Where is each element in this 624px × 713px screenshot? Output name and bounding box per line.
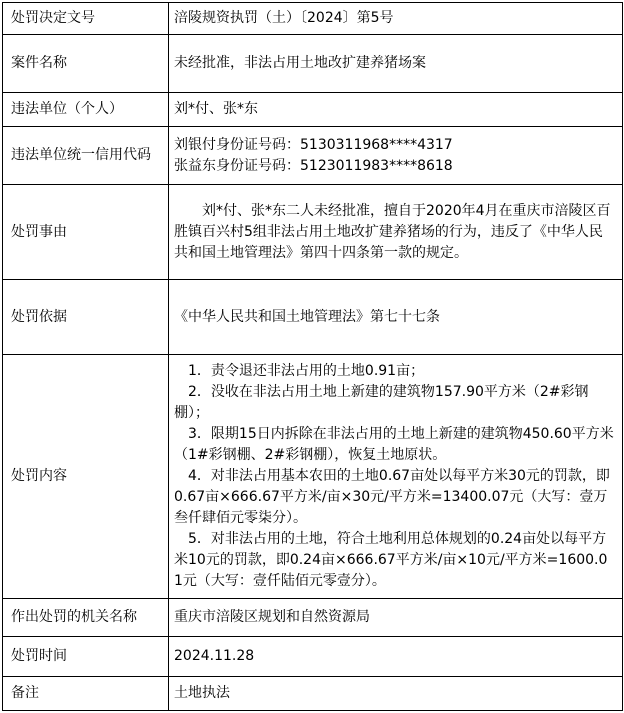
label-penalty-basis: 处罚依据 — [3, 280, 169, 355]
label-case-name: 案件名称 — [3, 35, 169, 93]
row-penalty-content — [3, 355, 623, 599]
label-decision-number: 处罚决定文号 — [3, 3, 169, 35]
value-decision-number: 涪陵规资执罚（土）〔2024〕第5号 — [169, 3, 623, 35]
value-credit-code — [169, 127, 623, 185]
row-authority — [3, 599, 623, 637]
penalty-item: 3．限期15日内拆除在非法占用的土地上新建的建筑物450.60平方米（1#彩钢棚、2#彩钢棚），恢复土地原状。 — [174, 426, 614, 463]
row-penalty-reason — [3, 185, 623, 280]
penalty-info-table — [2, 2, 623, 711]
row-remarks — [3, 677, 623, 711]
value-penalty-date: 2024.11.28 — [169, 637, 623, 677]
value-penalty-content — [169, 355, 623, 599]
id-number-line: 刘银付身份证号码：5130311968****4317 — [174, 136, 453, 153]
value-case-name: 未经批准，非法占用土地改扩建养猪场案 — [169, 35, 623, 93]
row-offender — [3, 93, 623, 127]
row-decision-number — [3, 3, 623, 35]
label-credit-code: 违法单位统一信用代码 — [3, 127, 169, 185]
value-penalty-basis: 《中华人民共和国土地管理法》第七十七条 — [169, 280, 623, 355]
penalty-document — [2, 2, 623, 711]
row-case-name — [3, 35, 623, 93]
label-authority: 作出处罚的机关名称 — [3, 599, 169, 637]
label-remarks: 备注 — [3, 677, 169, 711]
row-penalty-date — [3, 637, 623, 677]
label-penalty-content: 处罚内容 — [3, 355, 169, 599]
value-offender: 刘*付、张*东 — [169, 93, 623, 127]
penalty-item: 1．责令退还非法占用的土地0.91亩； — [188, 363, 425, 379]
label-penalty-reason: 处罚事由 — [3, 185, 169, 280]
penalty-item: 5．对非法占用的土地，符合土地利用总体规划的0.24亩处以每平方米10元的罚款，即0.24亩×666.67平方米/亩×10元/平方米=1600.01元（大写：壹仟陆佰元零壹分）。 — [174, 531, 608, 589]
row-penalty-basis — [3, 280, 623, 355]
value-penalty-reason: 刘*付、张*东二人未经批准，擅自于2020年4月在重庆市涪陵区百胜镇百兴村5组非法占用土地改扩建养猪场的行为，违反了《中华人民共和国土地管理法》第四十四条第一款的规定。 — [169, 185, 623, 280]
label-penalty-date: 处罚时间 — [3, 637, 169, 677]
label-offender: 违法单位（个人） — [3, 93, 169, 127]
value-authority: 重庆市涪陵区规划和自然资源局 — [169, 599, 623, 637]
penalty-item: 2．没收在非法占用土地上新建的建筑物157.90平方米（2#彩钢棚）； — [174, 384, 589, 421]
row-credit-code — [3, 127, 623, 185]
id-number-line: 张益东身份证号码：5123011983****8618 — [174, 157, 453, 174]
penalty-item: 4．对非法占用基本农田的土地0.67亩处以每平方米30元的罚款，即0.67亩×666.67平方米/亩×30元/平方米=13400.07元（大写：壹万叁仟肆佰元零柒分）。 — [174, 468, 610, 526]
value-remarks: 土地执法 — [169, 677, 623, 711]
